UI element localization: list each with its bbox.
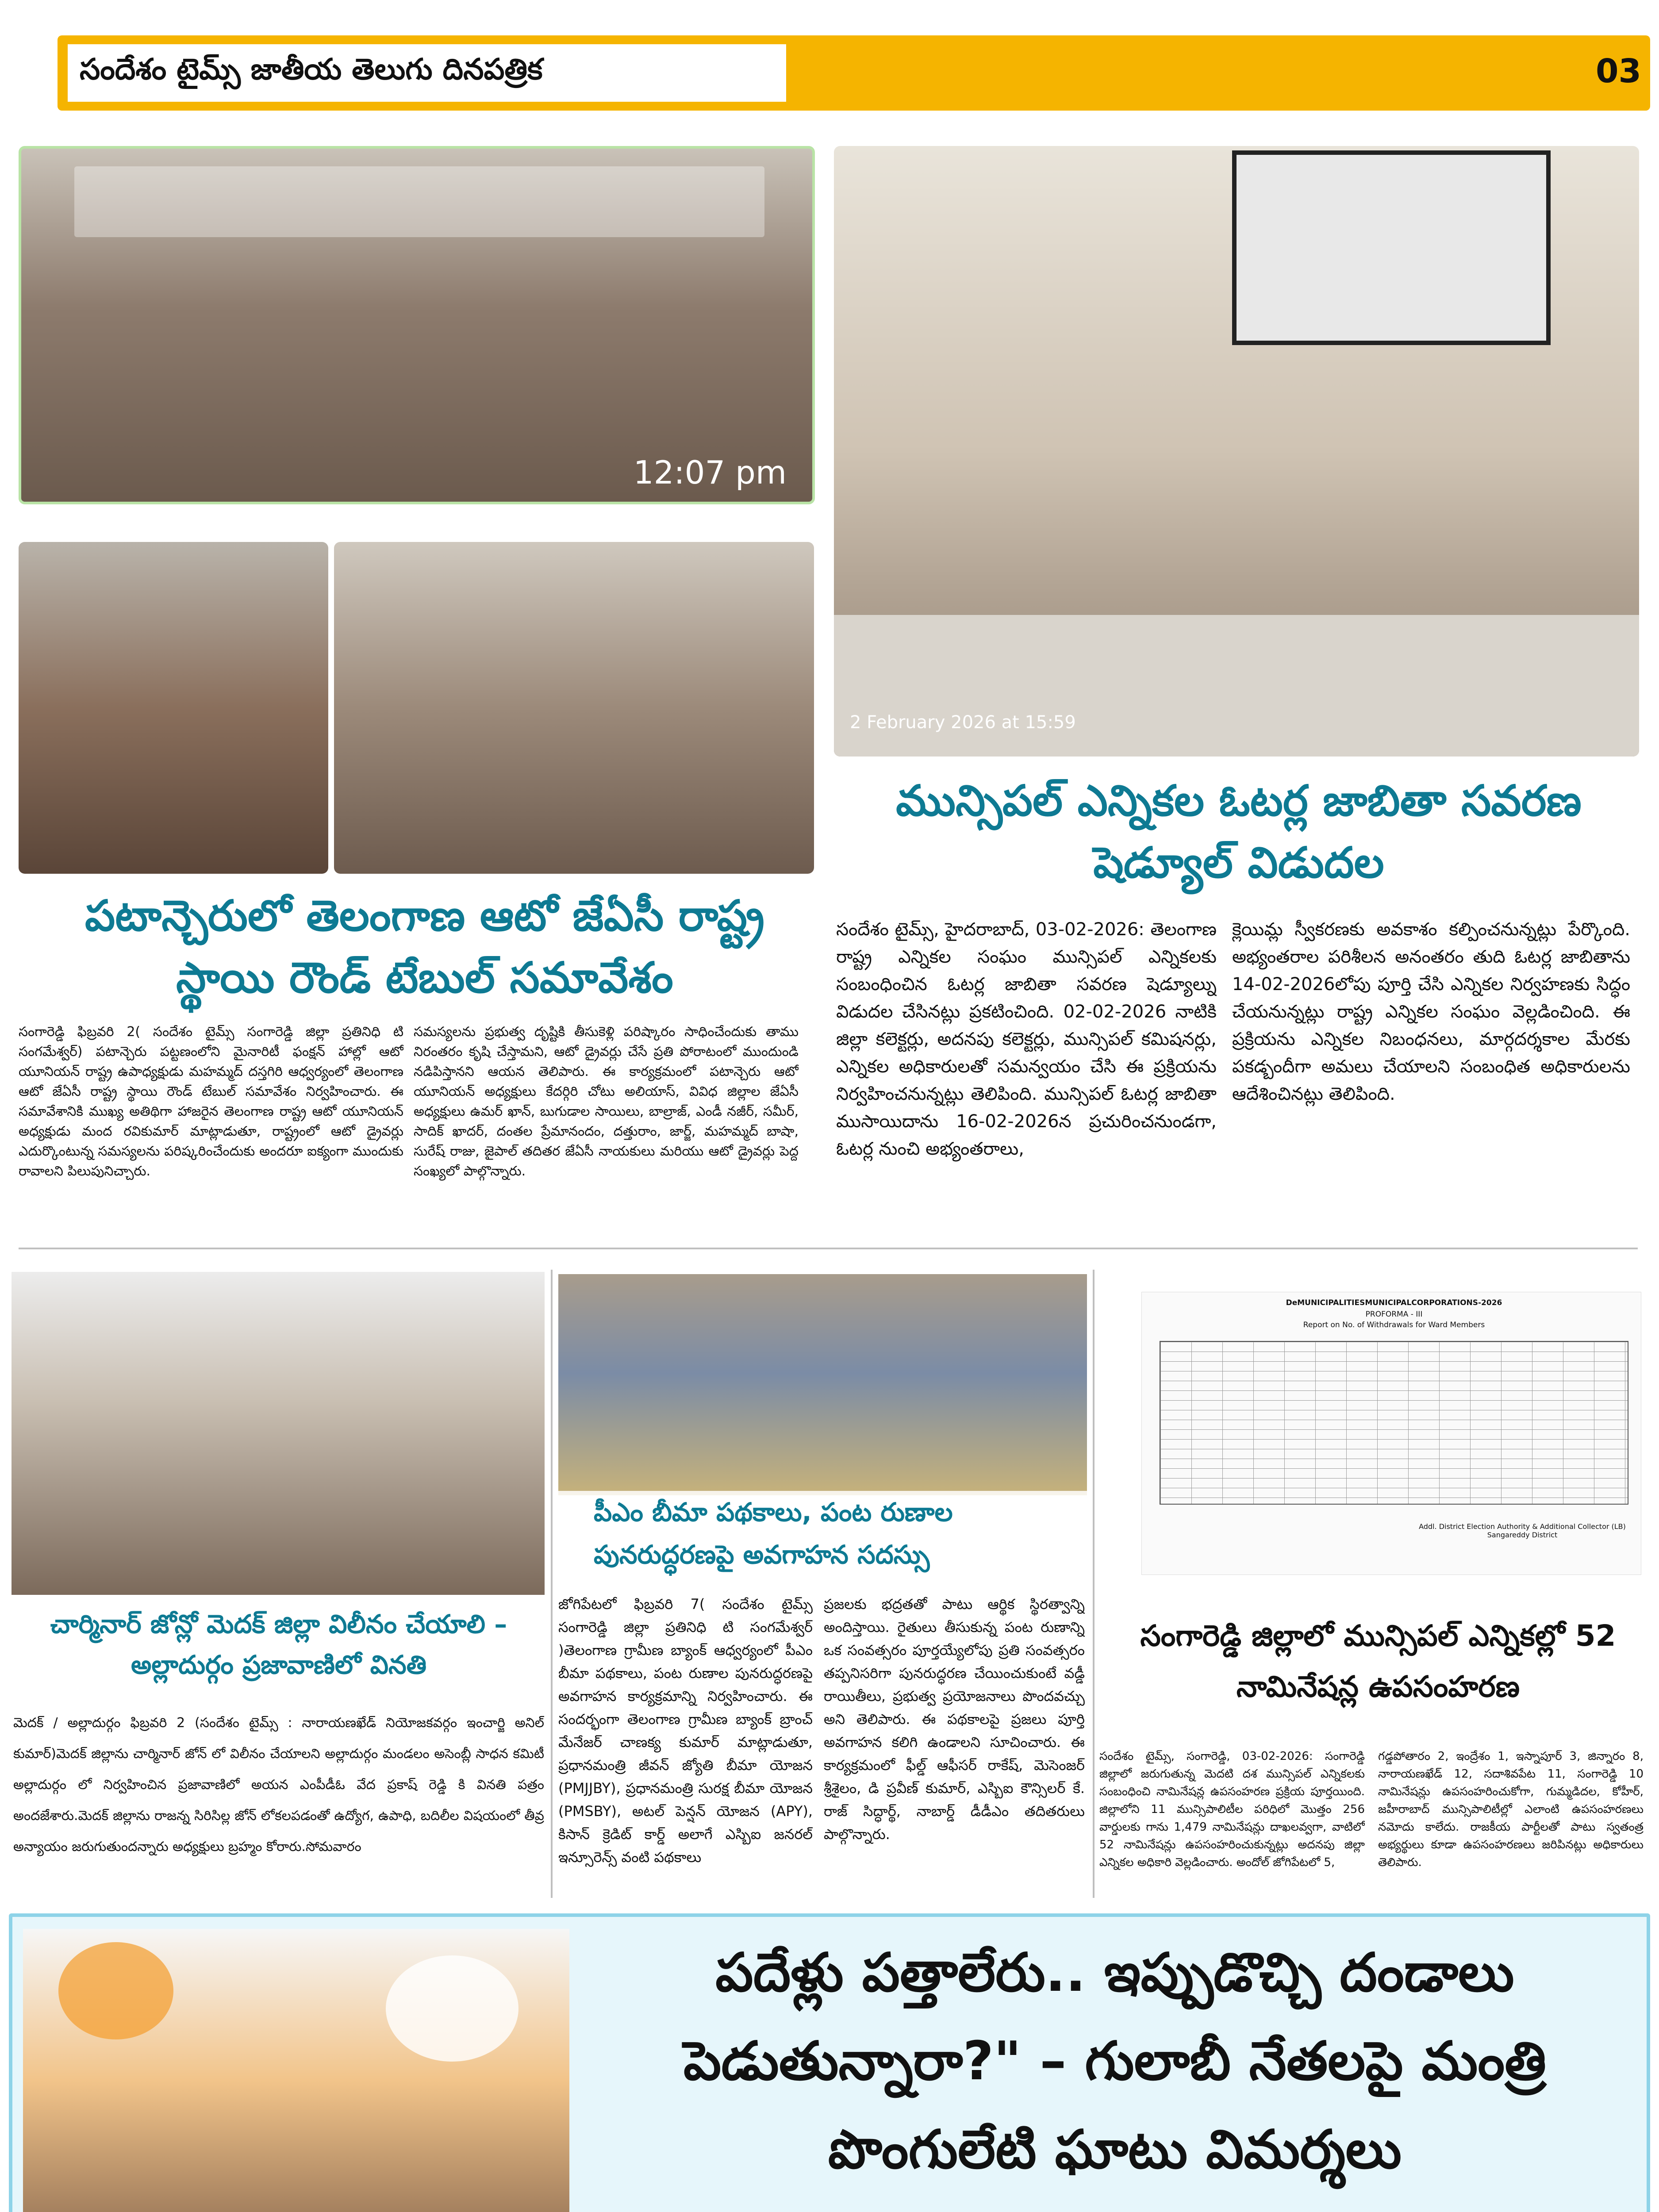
story5-col2: గడ్డపోతారం 2, ఇంద్రేశం 1, ఇస్నాపూర్ 3, జిన్నారం 8, నారాయణఖేడ్ 12, సదాశివపేట 11, సంగారెడ్డి 10 నామినేషన్లు ఉపసంహరించుకోగా, గుమ్మడిదల, కోహీర్, జహీరాబాద్ మున్సిపాలిటీల్లో ఎలాంటి ఉపసంహరణలు నమోదు కాలేదు. రాజకీయ పార్టీలతో పాటు స్వతంత్ర అభ్యర్థులు కూడా ఉపసంహరణలు జరిపినట్లు అధికారులు తెలిపారు. [1378, 1750, 1644, 1869]
medak-petition-photo [12, 1272, 545, 1595]
story2-headline: మున్సిపల్ ఎన్నికల ఓటర్ల జాబితా సవరణ షెడ్యూల్ విడుదల [896, 776, 1582, 887]
story5-col1: సందేశం టైమ్స్, సంగారెడ్డి, 03-02-2026: సంగారెడ్డి జిల్లాలో జరుగుతున్న మెదటి దశ మున్సిపల్ ఎన్నికలకు సంబంధించి నామినేషన్ల ఉపసంహరణ ప్రక్రియ పూర్తయింది. జిల్లాలోని 11 మున్సిపాలిటీల పరిధిలో మొత్తం 256 వార్డులకు గాను 1,479 నామినేషన్లు దాఖలవ్వగా, వాటిలో 52 నామినేషన్లు ఉపసంహరించుకున్నట్లు అదనపు జిల్లా ఎన్నికల అధికారి వెల్లడించారు. అందోల్ జోగిపేటలో 5, [1099, 1750, 1365, 1869]
election-meeting-photo [834, 146, 1639, 757]
story1-col2: సమస్యలను ప్రభుత్వ దృష్టికి తీసుకెళ్లి పరిష్కారం సాధించేందుకు తాము నిరంతరం కృషి చేస్తామని, ఆటో డ్రైవర్లు చేసే ప్రతి పోరాటంలో ముందుండి నడిపిస్తానని ఆయన తెలిపారు. ఈ కార్యక్రమంలో పటాన్చెరు ఆటో యూనియన్ అధ్యక్షులు కేదర్గిరి చోటు అలియాస్, వివిధ జిల్లాల జేఏసీ అధ్యక్షులు ఉమర్ ఖాన్, బుగుడాల సాయిలు, బాల్రాజ్, ఎండీ నజీర్, సమీర్, సాదిక్ ఖాదర్, దంతల ప్రేమానందం, దత్తురాం, జార్జ్, మహమ్మద్ బాషా, సురేష్ రాజు, జైపాల్ తదితర జేఏసీ నాయకులు మరియు ఆటో డ్రైవర్లు పెద్ద సంఖ్యలో పాల్గొన్నారు. [414, 1024, 799, 1179]
masthead-title: సందేశం టైమ్స్ జాతీయ తెలుగు దినపత్రిక [80, 52, 543, 86]
story2-col1: సందేశం టైమ్స్, హైదరాబాద్, 03-02-2026: తెలంగాణ రాష్ట్ర ఎన్నికల సంఘం మున్సిపల్ ఎన్నికలకు సంబంధించిన ఓటర్ల జాబితా సవరణ షెడ్యూల్ను విడుదల చేసినట్లు ప్రకటించింది. 02-02-2026 నాటికి జిల్లా కలెక్టర్లు, అదనపు కలెక్టర్లు, మున్సిపల్ కమిషనర్లు, ఎన్నికల అధికారులతో సమన్వయం చేసి ఈ ప్రక్రియను నిర్వహించనున్నట్లు తెలిపింది. మున్సిపల్ ఓటర్ల జాబితా ముసాయిదాను 16-02-2026న ప్రచురించనుండగా, ఓటర్ల నుంచి అభ్యంతరాలు, [836, 919, 1217, 1159]
story3-body: మెదక్ / అల్లాదుర్గం ఫిబ్రవరి 2 (సందేశం టైమ్స్ : నారాయణఖేడ్ నియోజకవర్గం ఇంచార్జి అనిల్ కుమార్)మెదక్ జిల్లాను చార్మినార్ జోన్ లో విలీనం చేయాలని అల్లాదుర్గం మండలం అసెంబ్లీ సాధన కమిటీ అల్లాదుర్గం లో నిర్వహించిన ప్రజావాణిలో అయన ఎంపీడీఓ వేద ప్రకాష్ రెడ్డి కి వినతి పత్రం అందజేశారు.మెదక్ జిల్లాను రాజన్న సిరిసిల్ల జోన్ లోకలపడంతో ఉద్యోగ, ఉపాధి, బదిలీల విషయంలో తీవ్ర అన్యాయం జరుగుతుందన్నారు అధ్యక్షులు బ్రహ్మం కోరారు.సోమవారం [13, 1715, 544, 1855]
photo-timestamp: 12:07 pm [633, 454, 787, 491]
photo-banner [74, 166, 764, 237]
story1-col1: సంగారెడ్డి ఫిబ్రవరి 2( సందేశం టైమ్స్ సంగారెడ్డి జిల్లా ప్రతినిధి టి సంగమేశ్వర్) పటాన్చెరు పట్టణంలోని మైనారిటీ ఫంక్షన్ హాల్లో ఆటో యూనియన్ రాష్ట్ర ఉపాధ్యక్షుడు మహమ్మద్ దస్తగిరి ఆధ్వర్యంలో తెలంగాణ ఆటో జేఏసీ రాష్ట్ర స్థాయి రౌండ్ టేబుల్ సమావేశం నిర్వహించారు. ఈ సమావేశానికి ముఖ్య అతిథిగా హాజరైన తెలంగాణ రాష్ట్ర ఆటో యూనియన్ అధ్యక్షుడు మంద రవికుమార్ మాట్లాడుతూ, రాష్ట్రంలో ఆటో డ్రైవర్లు ఎదుర్కొంటున్న సమస్యలను పరిష్కరించేందుకు అందరూ ఐక్యంగా ముందుకు రావాలని పిలుపునిచ్చారు. [19, 1024, 403, 1179]
row2-divider-2 [1093, 1270, 1094, 1898]
balloon-decor-2 [386, 1955, 518, 2062]
speaker-photo-left [19, 542, 328, 874]
story1-headline: పటాన్చెరులో తెలంగాణ ఆటో జేఏసీ రాష్ట్ర స్థాయి రౌండ్ టేబుల్ సమావేశం [85, 891, 764, 1002]
minister-campaign-photo [23, 1929, 569, 2212]
doc-table [1160, 1341, 1628, 1505]
doc-subtitle2: Report on No. of Withdrawals for Ward Members [1303, 1321, 1485, 1329]
balloon-decor [58, 1942, 173, 2039]
video-screen [1232, 150, 1551, 345]
withdrawal-report-document [1141, 1292, 1641, 1575]
row1-divider [19, 1248, 1638, 1249]
speaker-photo-right [334, 542, 814, 874]
page-number: 03 [1596, 52, 1641, 90]
doc-subtitle: PROFORMA - III [1365, 1310, 1423, 1319]
story4-col2: ప్రజలకు భద్రతతో పాటు ఆర్థిక స్థిరత్వాన్ని అందిస్తాయి. రైతులు తీసుకున్న పంట రుణాన్ని ఒక సంవత్సరం పూర్తయ్యేలోపు ప్రతి సంవత్సరం తప్పనిసరిగా పునరుద్ధరణ చేయించుకుంటే వడ్డీ రాయితీలు, ప్రభుత్వ ప్రయోజనాలు పొందవచ్చు అని తెలిపారు. ఈ పథకాలపై ప్రజలు పూర్తి అవగాహన కలిగి ఉండాలని సూచించారు. ఈ కార్యక్రమంలో ఫీల్డ్ ఆఫీసర్ రాకేష్, మెసెంజర్ శ్రీశైలం, డి ప్రవీణ్ కుమార్, ఎస్బిఐ కౌన్సిలర్ కే. రాజ్ సిద్ధార్థ్, నాబార్డ్ డీడీఎం తదితరులు పాల్గొన్నారు. [824, 1596, 1085, 1843]
story3-headline: చార్మినార్ జోన్లో మెదక్ జిల్లా విలీనం చేయాలి – అల్లాదుర్గం ప్రజావాణిలో వినతి [50, 1609, 507, 1680]
story4-headline: పీఎం బీమా పథకాలు, పంట రుణాల పునరుద్ధరణపై అవగాహన సదస్సు [558, 1491, 1087, 1588]
doc-footer: Addl. District Election Authority & Additional Collector (LB) Sangareddy District [1419, 1522, 1626, 1539]
bank-awareness-photo [558, 1274, 1087, 1495]
story5-headline: సంగారెడ్డి జిల్లాలో మున్సిపల్ ఎన్నికల్లో 52 నామినేషన్ల ఉపసంహరణ [1140, 1619, 1616, 1704]
story2-col2: క్లెయిమ్ల స్వీకరణకు అవకాశం కల్పించనున్నట్లు పేర్కొంది. అభ్యంతరాల పరిశీలన అనంతరం తుది ఓటర్ల జాబితాను 14-02-2026లోపు పూర్తి చేసి ఎన్నికల నిర్వహణకు సిద్ధం చేయనున్నట్లు రాష్ట్ర ఎన్నికల సంఘం వెల్లడించింది. ఈ ప్రక్రియను ఎన్నికల నిబంధనలు, మార్గదర్శకాల మేరకు పకడ్బందీగా అమలు చేయాలని సంబంధిత అధికారులను ఆదేశించినట్లు తెలిపింది. [1232, 919, 1630, 1104]
story6-headline: పదేళ్లు పత్తాలేరు.. ఇప్పుడొచ్చి దండాలు పెడుతున్నారా?" – గులాబీ నేతలపై మంత్రి పొంగులేటి ఘాటు విమర్శలు [683, 1942, 1547, 2181]
doc-title: DeMUNICIPALITIESMUNICIPALCORPORATIONS-2026 [1286, 1298, 1502, 1307]
story4-col1: జోగిపేటలో ఫిబ్రవరి 7( సందేశం టైమ్స్ సంగారెడ్డి జిల్లా ప్రతినిధి టి సంగమేశ్వర్ )తెలంగాణ గ్రామీణ బ్యాంక్ ఆధ్వర్యంలో పీఎం బీమా పథకాలు, పంట రుణాల పునరుద్ధరణపై అవగాహన కార్యక్రమాన్ని నిర్వహించారు. ఈ సందర్భంగా తెలంగాణ గ్రామీణ బ్యాంక్ బ్రాంచ్ మేనేజర్ చాణక్య కుమార్ మాట్లాడుతూ, ప్రధానమంత్రి జీవన్ జ్యోతి బీమా యోజన (PMJJBY), ప్రధానమంత్రి సురక్ష బీమా యోజన (PMSBY), అటల్ పెన్షన్ యోజన (APY), కిసాన్ క్రెడిట్ కార్డ్ అలాగే ఎస్బిఐ జనరల్ ఇన్సూరెన్స్ వంటి పథకాలు [558, 1596, 813, 1866]
photo-timestamp: 2 February 2026 at 15:59 [850, 712, 1076, 733]
row2-divider-1 [551, 1270, 553, 1898]
auto-jac-group-photo [19, 146, 815, 504]
